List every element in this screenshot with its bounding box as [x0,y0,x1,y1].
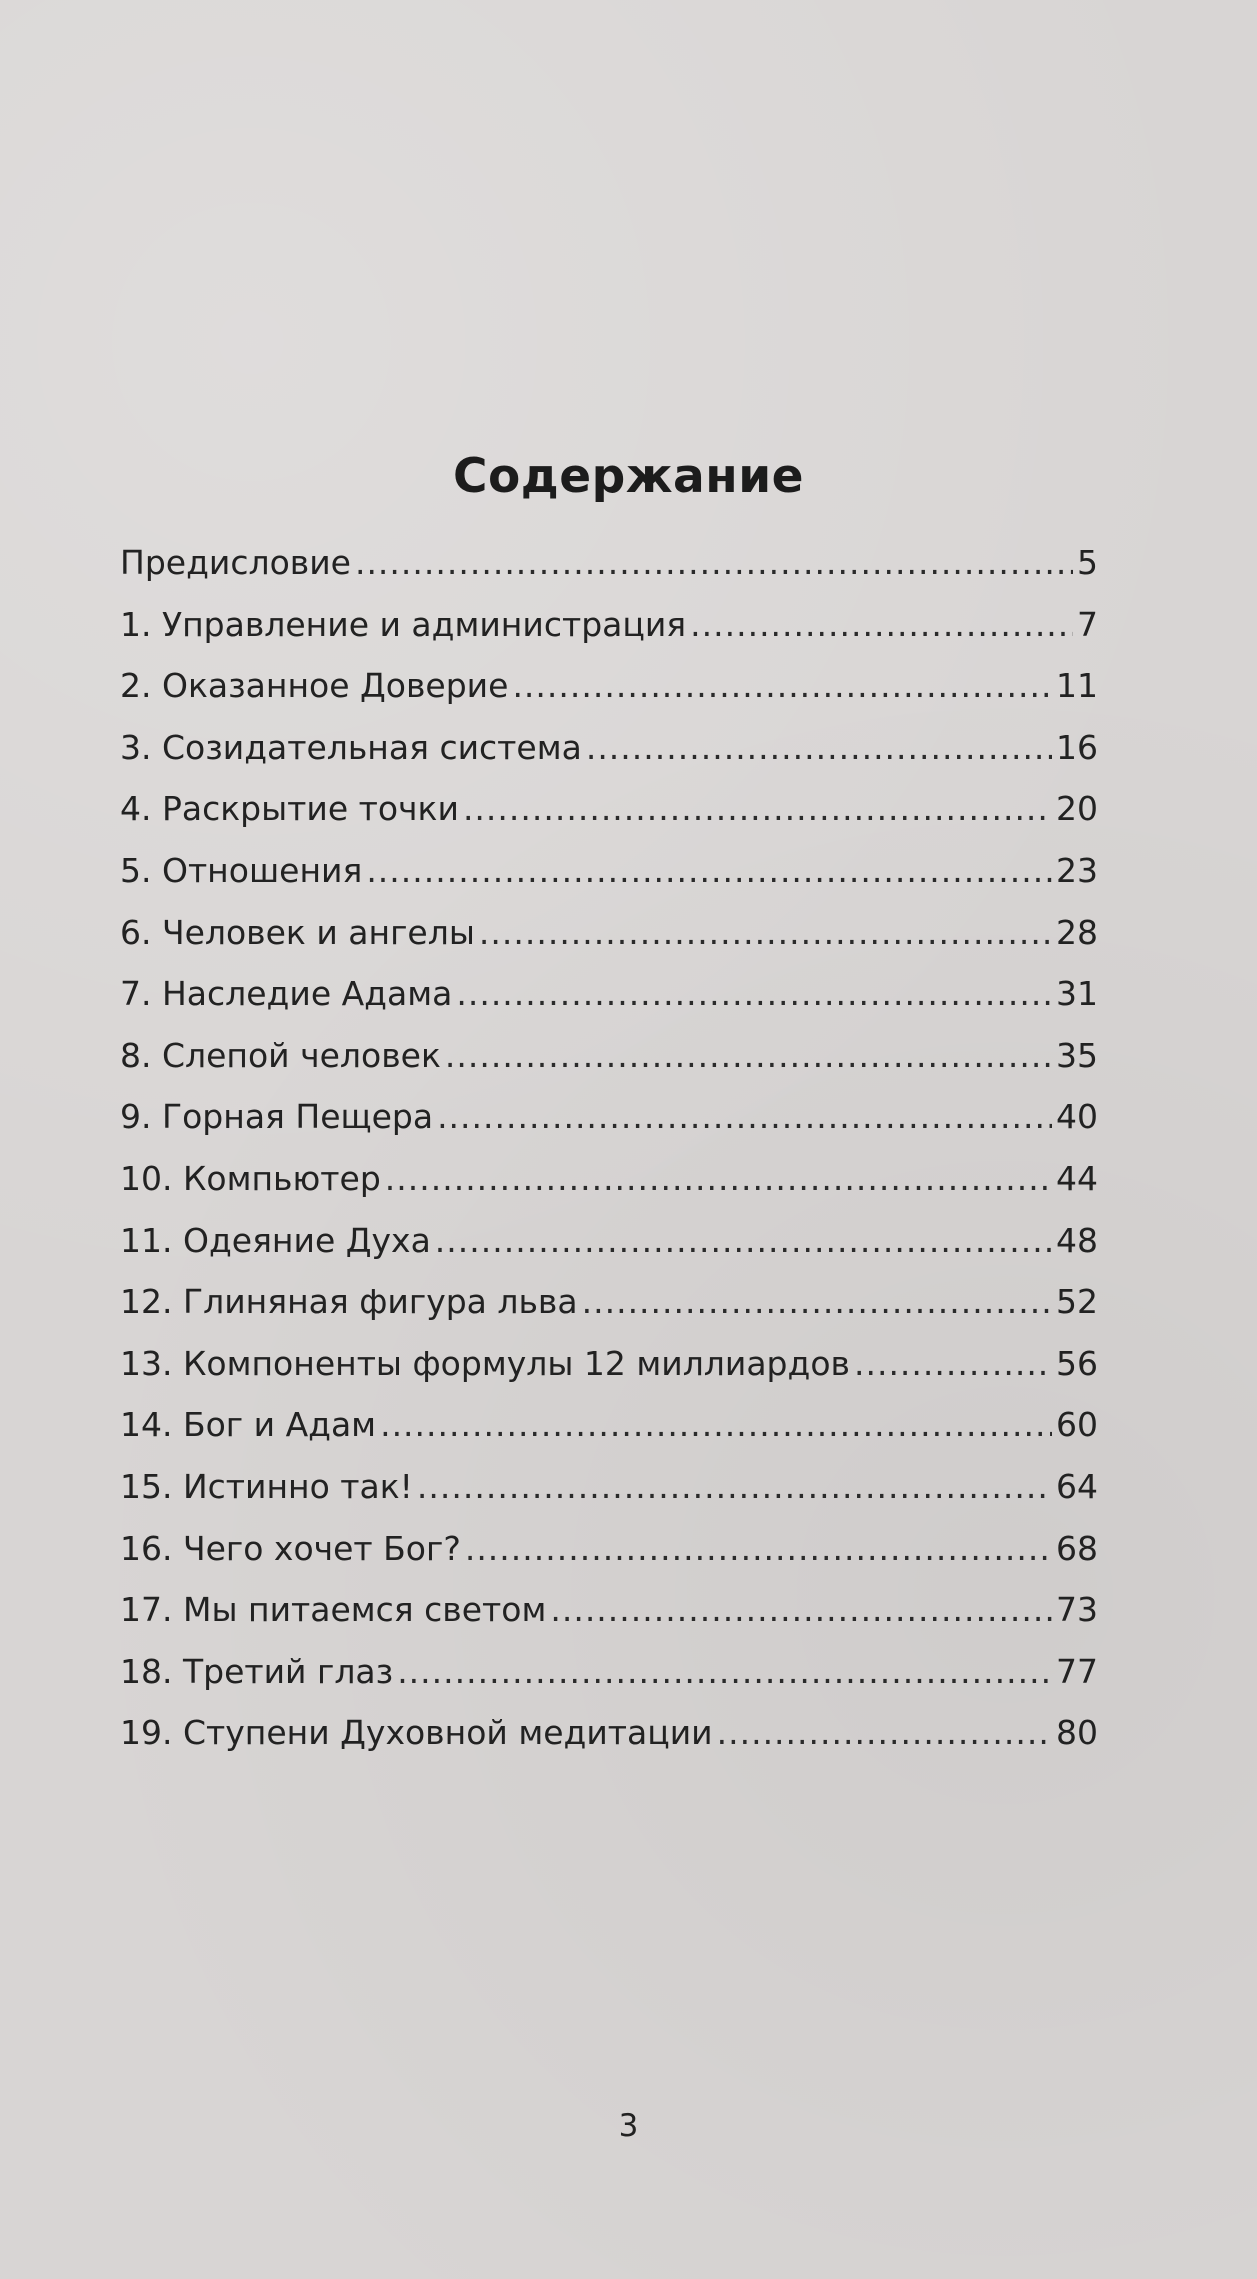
toc-entry-page: 28 [1056,912,1098,952]
toc-entry-page: 64 [1056,1466,1098,1506]
toc-entry-title: 10. Компьютер [120,1158,381,1198]
toc-entry-page: 20 [1056,789,1098,829]
dot-leader [417,1456,1052,1518]
dot-leader [586,717,1052,779]
toc-entry [120,655,1098,717]
toc-entry [120,1702,1098,1764]
toc-entry-page: 40 [1056,1097,1098,1137]
toc-entry [120,1456,1098,1518]
dot-leader [854,1333,1052,1395]
toc-entry-title: 17. Мы питаемся светом [120,1590,547,1630]
dot-leader [512,655,1052,717]
toc-entry-title: 7. Наследие Адама [120,974,453,1014]
dot-leader [717,1702,1052,1764]
toc-entry [120,840,1098,902]
toc-entry-page: 11 [1056,666,1098,706]
toc-entry-page: 35 [1056,1035,1098,1075]
dot-leader [465,1518,1052,1580]
toc-entry-title: 18. Третий глаз [120,1651,394,1691]
toc-entry-title: 6. Человек и ангелы [120,912,475,952]
toc-entry-page: 73 [1056,1590,1098,1630]
dot-leader [385,1148,1052,1210]
toc-entry-title: 12. Глиняная фигура льва [120,1282,578,1322]
toc-entry-title: Предисловие [120,543,351,582]
dot-leader [397,1641,1052,1703]
toc-entry [120,1271,1098,1333]
toc-entry-page: 52 [1056,1282,1098,1322]
dot-leader [435,1210,1052,1272]
toc-entry [120,532,1098,594]
toc-entry-title: 16. Чего хочет Бог? [120,1528,461,1568]
toc-entry-page: 56 [1056,1343,1098,1383]
toc-entry-title: 11. Одеяние Духа [120,1220,431,1260]
toc-entry-page: 7 [1077,604,1098,644]
toc-entry [120,717,1098,779]
toc-entry-title: 4. Раскрытие точки [120,789,459,829]
dot-leader [380,1394,1052,1456]
dot-leader [456,963,1052,1025]
dot-leader [690,594,1073,656]
toc-entry [120,1025,1098,1087]
contents-title: Содержание [452,449,805,505]
toc-entry [120,902,1098,964]
dot-leader [463,778,1052,840]
dot-leader [479,902,1052,964]
toc-entry [120,1210,1098,1272]
toc-entry-page: 5 [1077,543,1098,582]
toc-entry [120,1518,1098,1580]
toc-entry-page: 60 [1056,1405,1098,1445]
toc-entry-title: 14. Бог и Адам [120,1405,377,1445]
toc-entry-title: 13. Компоненты формулы 12 миллиардов [120,1343,850,1383]
toc-entry-page: 44 [1056,1158,1098,1198]
toc-entry [120,963,1098,1025]
dot-leader [437,1086,1052,1148]
toc-entry-title: 3. Созидательная система [120,727,582,767]
toc-entry [120,778,1098,840]
toc-entry [120,1333,1098,1395]
dot-leader [550,1579,1052,1641]
toc-entry [120,1148,1098,1210]
toc-entry [120,1086,1098,1148]
dot-leader [366,840,1052,902]
toc-entry-page: 31 [1056,974,1098,1014]
toc-entry-page: 80 [1056,1713,1098,1753]
table-of-contents [120,532,1098,1764]
toc-entry-page: 16 [1056,727,1098,767]
toc-entry-title: 1. Управление и администрация [120,604,687,644]
toc-entry-page: 77 [1056,1651,1098,1691]
toc-entry-title: 2. Оказанное Доверие [120,666,509,706]
toc-entry [120,594,1098,656]
toc-entry-page: 48 [1056,1220,1098,1260]
toc-entry-title: 15. Истинно так! [120,1466,413,1506]
toc-entry-page: 23 [1056,850,1098,890]
toc-entry-title: 19. Ступени Духовной медитации [120,1713,713,1753]
dot-leader [582,1271,1052,1333]
toc-entry-page: 68 [1056,1528,1098,1568]
page-number: 3 [618,2108,639,2144]
toc-entry-title: 5. Отношения [120,850,363,890]
toc-entry [120,1394,1098,1456]
toc-entry [120,1579,1098,1641]
toc-entry-title: 9. Горная Пещера [120,1097,434,1137]
toc-entry [120,1641,1098,1703]
dot-leader [445,1025,1052,1087]
toc-entry-title: 8. Слепой человек [120,1035,441,1075]
dot-leader [355,532,1073,594]
